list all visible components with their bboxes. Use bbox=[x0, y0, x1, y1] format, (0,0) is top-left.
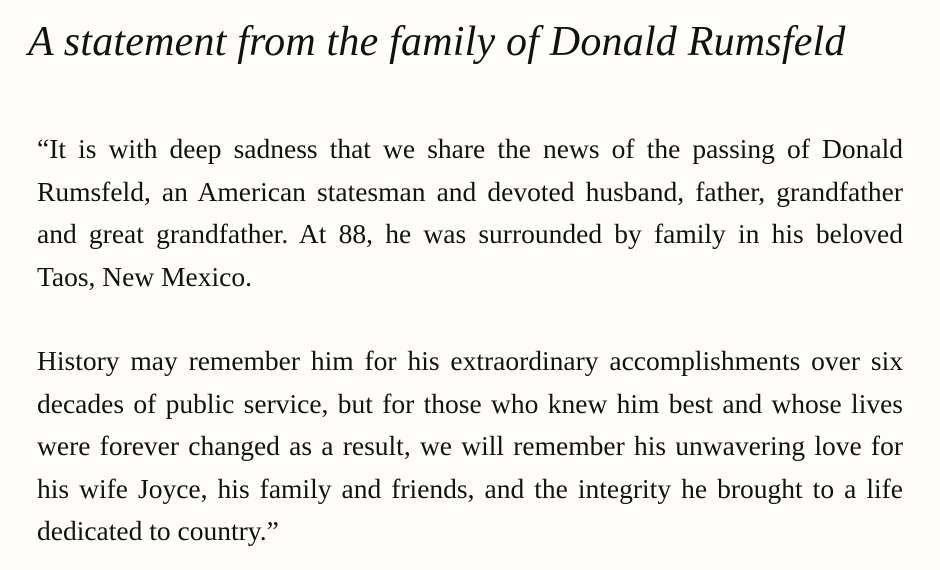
statement-body bbox=[37, 128, 903, 570]
statement-title: A statement from the family of Donald Rumsfeld bbox=[28, 19, 846, 65]
statement-paragraph-2: History may remember him for his extraordinary accomplishments over six decades of public service, but for those who knew him best and whose lives were forever changed as a result, we will remember his unwavering love for his wife Joyce, his family and friends, and the integrity he brought to a life dedicated to country.” bbox=[37, 345, 903, 546]
statement-paragraph-1: “It is with deep sadness that we share the news of the passing of Donald Rumsfeld, an American statesman and devoted husband, father, grandfather and great grandfather. At 88, he was surrounded by family in his beloved Taos, New Mexico. bbox=[37, 133, 903, 292]
